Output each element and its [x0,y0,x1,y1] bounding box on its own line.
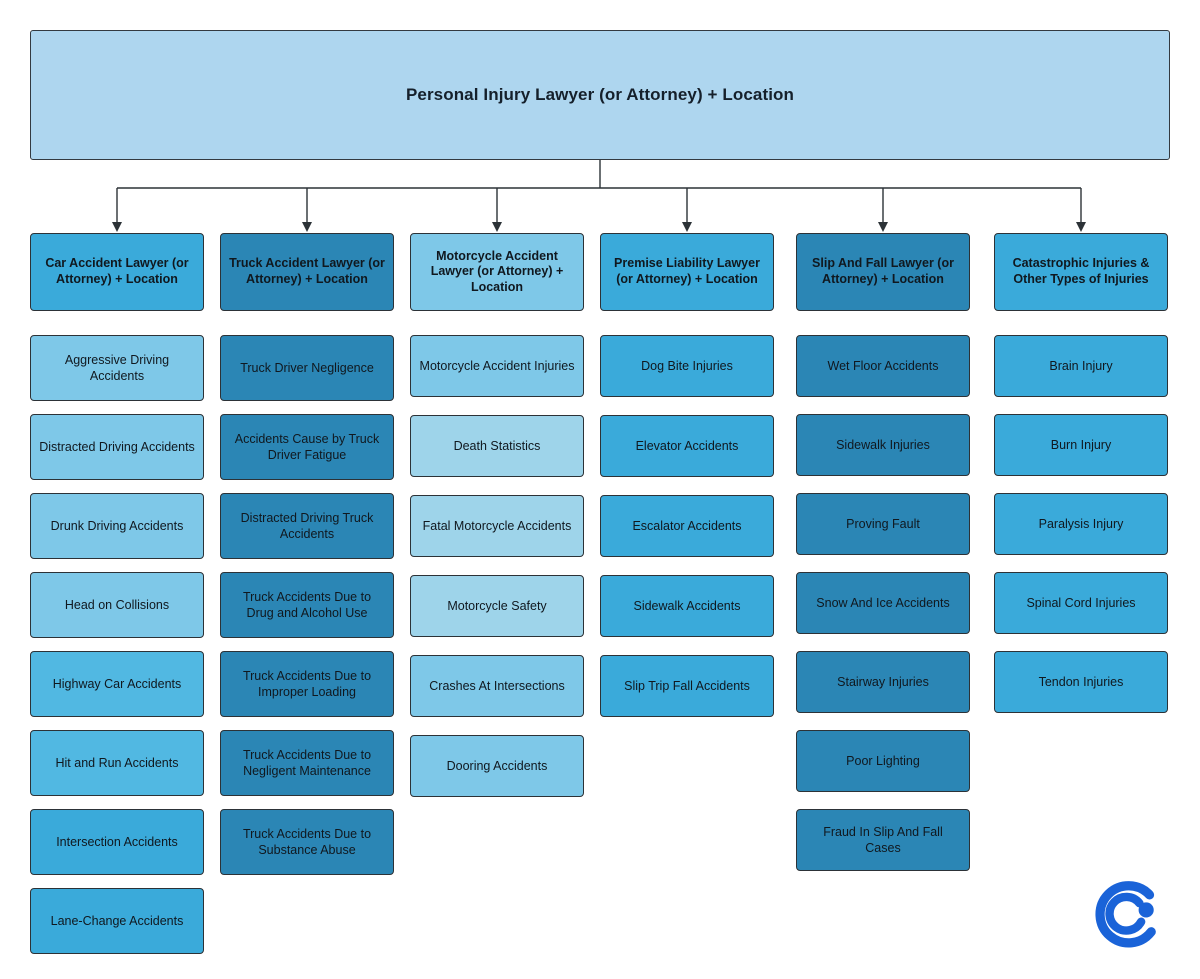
node-truck-accidents-drug-alcohol[interactable]: Truck Accidents Due to Drug and Alcohol Use [220,572,394,638]
node-fatal-motorcycle-accidents[interactable]: Fatal Motorcycle Accidents [410,495,584,557]
node-sidewalk-injuries[interactable]: Sidewalk Injuries [796,414,970,476]
brand-logo-icon [1084,873,1168,957]
node-aggressive-driving-accidents[interactable]: Aggressive Driving Accidents [30,335,204,401]
root-node-label: Personal Injury Lawyer (or Attorney) + Location [405,85,795,104]
branch-head-catastrophic-injuries[interactable]: Catastrophic Injuries & Other Types of Injuries [994,233,1168,311]
node-dooring-accidents[interactable]: Dooring Accidents [410,735,584,797]
branch-column-truck-accident [220,233,394,888]
node-crashes-at-intersections[interactable]: Crashes At Intersections [410,655,584,717]
node-slip-trip-fall-accidents[interactable]: Slip Trip Fall Accidents [600,655,774,717]
node-intersection-accidents[interactable]: Intersection Accidents [30,809,204,875]
node-sidewalk-accidents[interactable]: Sidewalk Accidents [600,575,774,637]
node-distracted-driving-accidents[interactable]: Distracted Driving Accidents [30,414,204,480]
node-tendon-injuries[interactable]: Tendon Injuries [994,651,1168,713]
node-motorcycle-safety[interactable]: Motorcycle Safety [410,575,584,637]
branch-head-premise-liability[interactable]: Premise Liability Lawyer (or Attorney) + Location [600,233,774,311]
node-truck-driver-negligence[interactable]: Truck Driver Negligence [220,335,394,401]
node-snow-and-ice-accidents[interactable]: Snow And Ice Accidents [796,572,970,634]
node-escalator-accidents[interactable]: Escalator Accidents [600,495,774,557]
branch-head-truck-accident[interactable]: Truck Accident Lawyer (or Attorney) + Location [220,233,394,311]
root-node[interactable] [30,30,1170,160]
node-drunk-driving-accidents[interactable]: Drunk Driving Accidents [30,493,204,559]
node-proving-fault[interactable]: Proving Fault [796,493,970,555]
node-dog-bite-injuries[interactable]: Dog Bite Injuries [600,335,774,397]
node-wet-floor-accidents[interactable]: Wet Floor Accidents [796,335,970,397]
node-highway-car-accidents[interactable]: Highway Car Accidents [30,651,204,717]
node-burn-injury[interactable]: Burn Injury [994,414,1168,476]
branch-head-slip-and-fall[interactable]: Slip And Fall Lawyer (or Attorney) + Location [796,233,970,311]
node-poor-lighting[interactable]: Poor Lighting [796,730,970,792]
branch-head-motorcycle-accident[interactable]: Motorcycle Accident Lawyer (or Attorney) + Location [410,233,584,311]
node-lane-change-accidents[interactable]: Lane-Change Accidents [30,888,204,954]
node-truck-accidents-improper-loading[interactable]: Truck Accidents Due to Improper Loading [220,651,394,717]
node-truck-accidents-substance-abuse[interactable]: Truck Accidents Due to Substance Abuse [220,809,394,875]
branch-column-slip-and-fall [796,233,970,888]
branch-column-premise-liability [600,233,774,735]
branch-column-catastrophic-injuries [994,233,1168,730]
node-distracted-driving-truck-accidents[interactable]: Distracted Driving Truck Accidents [220,493,394,559]
node-hit-and-run-accidents[interactable]: Hit and Run Accidents [30,730,204,796]
node-paralysis-injury[interactable]: Paralysis Injury [994,493,1168,555]
node-brain-injury[interactable]: Brain Injury [994,335,1168,397]
node-elevator-accidents[interactable]: Elevator Accidents [600,415,774,477]
node-death-statistics[interactable]: Death Statistics [410,415,584,477]
node-head-on-collisions[interactable]: Head on Collisions [30,572,204,638]
branch-head-car-accident[interactable]: Car Accident Lawyer (or Attorney) + Location [30,233,204,311]
branch-column-motorcycle-accident [410,233,584,815]
node-motorcycle-accident-injuries[interactable]: Motorcycle Accident Injuries [410,335,584,397]
node-spinal-cord-injuries[interactable]: Spinal Cord Injuries [994,572,1168,634]
node-truck-accidents-negligent-maintenance[interactable]: Truck Accidents Due to Negligent Maintenance [220,730,394,796]
node-truck-driver-fatigue[interactable]: Accidents Cause by Truck Driver Fatigue [220,414,394,480]
node-stairway-injuries[interactable]: Stairway Injuries [796,651,970,713]
branch-column-car-accident [30,233,204,967]
node-fraud-in-slip-and-fall-cases[interactable]: Fraud In Slip And Fall Cases [796,809,970,871]
